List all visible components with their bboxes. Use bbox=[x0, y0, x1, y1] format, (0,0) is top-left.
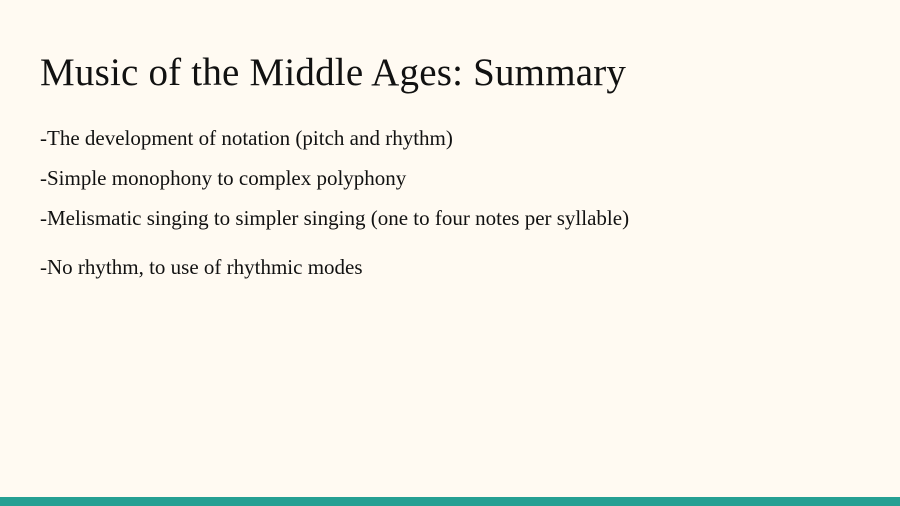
footer-accent-bar bbox=[0, 497, 900, 506]
summary-bullet-polyphony: -Simple monophony to complex polyphony bbox=[40, 166, 407, 190]
summary-bullet-rhythm: -No rhythm, to use of rhythmic modes bbox=[40, 255, 363, 279]
slide-title: Music of the Middle Ages: Summary bbox=[40, 51, 627, 94]
summary-bullet-singing: -Melismatic singing to simpler singing (one to four notes per syllable) bbox=[40, 206, 630, 230]
summary-bullet-notation: -The development of notation (pitch and rhythm) bbox=[40, 126, 453, 150]
